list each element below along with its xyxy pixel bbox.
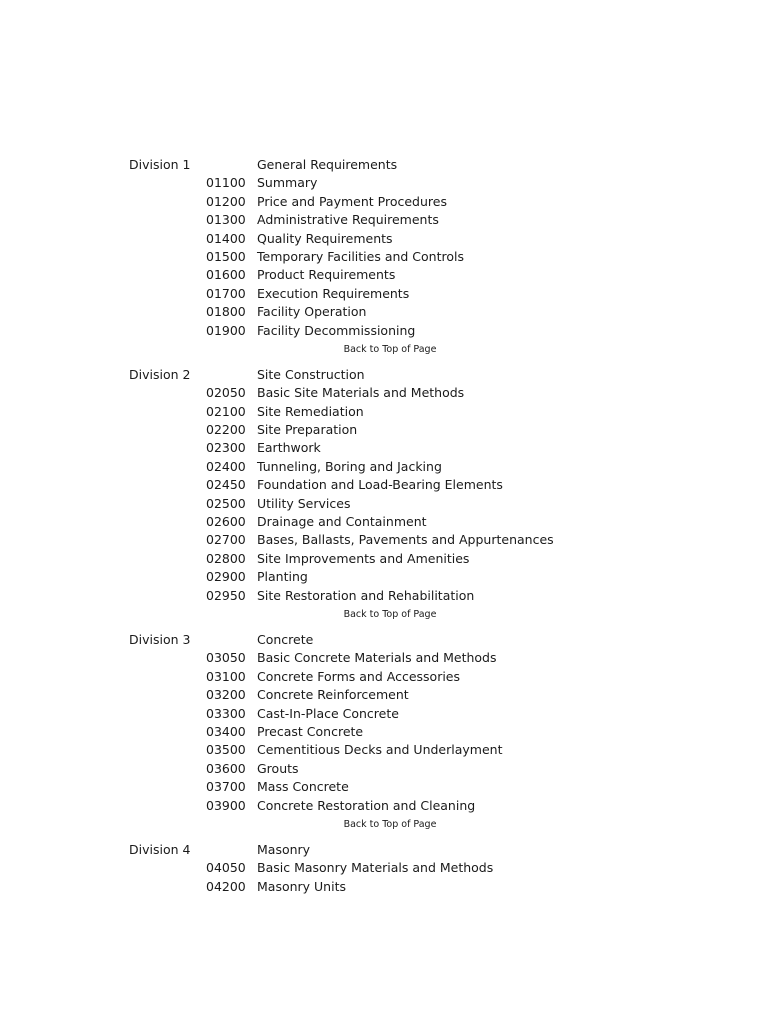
section-row	[0, 476, 768, 494]
section-row	[0, 322, 768, 340]
section-title: Execution Requirements	[257, 285, 410, 301]
section-title: Earthwork	[257, 440, 321, 456]
section-title: Site Remediation	[257, 403, 364, 419]
section-code: 01500	[206, 248, 246, 264]
division-label: Division 1	[129, 157, 191, 172]
division-header	[0, 631, 768, 649]
section-title: Site Preparation	[257, 422, 358, 438]
section-title: Basic Concrete Materials and Methods	[257, 650, 497, 666]
section-code: 02450	[206, 477, 246, 493]
section-row	[0, 550, 768, 568]
section-title: Masonry Units	[257, 878, 346, 894]
section-row	[0, 403, 768, 421]
section-title: Concrete Forms and Accessories	[257, 668, 461, 684]
section-code: 04200	[206, 878, 246, 894]
section-code: 02800	[206, 550, 246, 566]
section-row	[0, 266, 768, 284]
section-title: Tunneling, Boring and Jacking	[257, 458, 442, 474]
division-header	[0, 841, 768, 859]
section-title: Site Improvements and Amenities	[257, 550, 470, 566]
section-title: Basic Masonry Materials and Methods	[257, 860, 494, 876]
section-row	[0, 649, 768, 667]
section-title: Facility Decommissioning	[257, 322, 416, 338]
section-row	[0, 760, 768, 778]
section-title: Summary	[257, 175, 318, 191]
section-code: 01800	[206, 304, 246, 320]
section-row	[0, 230, 768, 248]
section-row	[0, 723, 768, 741]
division-title: General Requirements	[257, 157, 398, 172]
section-title: Grouts	[257, 760, 299, 776]
section-title: Cast-In-Place Concrete	[257, 705, 399, 721]
section-row	[0, 458, 768, 476]
section-title: Planting	[257, 569, 308, 585]
section-title: Mass Concrete	[257, 779, 349, 795]
section-row	[0, 193, 768, 211]
section-code: 01100	[206, 175, 246, 191]
section-title: Precast Concrete	[257, 723, 364, 739]
section-title: Basic Site Materials and Methods	[257, 385, 465, 401]
section-title: Concrete Restoration and Cleaning	[257, 797, 476, 813]
section-code: 01300	[206, 212, 246, 228]
section-code: 02050	[206, 385, 246, 401]
division-label: Division 4	[129, 841, 191, 857]
section-row	[0, 421, 768, 439]
section-code: 03200	[206, 687, 246, 703]
back-to-top-link[interactable]: Back to Top of Page	[343, 818, 437, 830]
division-block	[0, 156, 768, 356]
section-code: 03700	[206, 779, 246, 795]
division-block	[0, 366, 768, 621]
section-code: 01400	[206, 230, 246, 246]
section-code: 03050	[206, 650, 246, 666]
section-title: Product Requirements	[257, 267, 396, 283]
section-title: Price and Payment Procedures	[257, 193, 447, 209]
section-row	[0, 303, 768, 321]
section-code: 03900	[206, 797, 246, 813]
back-to-top-link[interactable]: Back to Top of Page	[343, 343, 437, 355]
section-row	[0, 686, 768, 704]
section-row	[0, 778, 768, 796]
section-code: 04050	[206, 860, 246, 876]
section-row	[0, 878, 768, 896]
section-code: 01200	[206, 193, 246, 209]
section-title: Bases, Ballasts, Pavements and Appurtenances	[257, 532, 554, 548]
section-code: 03100	[206, 668, 246, 684]
section-row	[0, 439, 768, 457]
division-label: Division 2	[129, 366, 191, 382]
section-title: Site Restoration and Rehabilitation	[257, 587, 475, 603]
section-code: 01600	[206, 267, 246, 283]
section-code: 03400	[206, 723, 246, 739]
section-row	[0, 285, 768, 303]
section-row	[0, 668, 768, 686]
section-row	[0, 248, 768, 266]
section-row	[0, 859, 768, 877]
section-code: 02600	[206, 514, 246, 530]
section-title: Administrative Requirements	[257, 212, 439, 228]
section-row	[0, 174, 768, 192]
section-row	[0, 705, 768, 723]
division-title: Concrete	[257, 631, 314, 647]
section-title: Quality Requirements	[257, 230, 393, 246]
section-row	[0, 741, 768, 759]
section-code: 02700	[206, 532, 246, 548]
section-code: 02300	[206, 440, 246, 456]
section-code: 03500	[206, 742, 246, 758]
section-row	[0, 513, 768, 531]
section-code: 02400	[206, 458, 246, 474]
division-title: Masonry	[257, 841, 311, 857]
division-block	[0, 631, 768, 831]
section-title: Facility Operation	[257, 304, 367, 320]
section-title: Drainage and Containment	[257, 514, 427, 530]
section-title: Concrete Reinforcement	[257, 687, 409, 703]
section-row	[0, 568, 768, 586]
section-row	[0, 384, 768, 402]
section-row	[0, 797, 768, 815]
section-title: Temporary Facilities and Controls	[257, 248, 465, 264]
division-header	[0, 366, 768, 384]
section-row	[0, 587, 768, 605]
section-title: Cementitious Decks and Underlayment	[257, 742, 503, 758]
section-code: 01700	[206, 285, 246, 301]
section-title: Foundation and Load-Bearing Elements	[257, 477, 503, 493]
section-code: 03300	[206, 705, 246, 721]
section-row	[0, 531, 768, 549]
division-block	[0, 841, 768, 896]
section-code: 02200	[206, 422, 246, 438]
division-header	[0, 156, 768, 174]
section-title: Utility Services	[257, 495, 351, 511]
section-code: 01900	[206, 322, 246, 338]
section-row	[0, 211, 768, 229]
section-code: 02950	[206, 587, 246, 603]
section-code: 02900	[206, 569, 246, 585]
division-label: Division 3	[129, 631, 191, 647]
division-index	[0, 156, 768, 896]
section-row	[0, 495, 768, 513]
section-code: 02500	[206, 495, 246, 511]
back-to-top-link[interactable]: Back to Top of Page	[343, 608, 437, 620]
section-code: 03600	[206, 760, 246, 776]
division-title: Site Construction	[257, 366, 365, 382]
section-code: 02100	[206, 403, 246, 419]
